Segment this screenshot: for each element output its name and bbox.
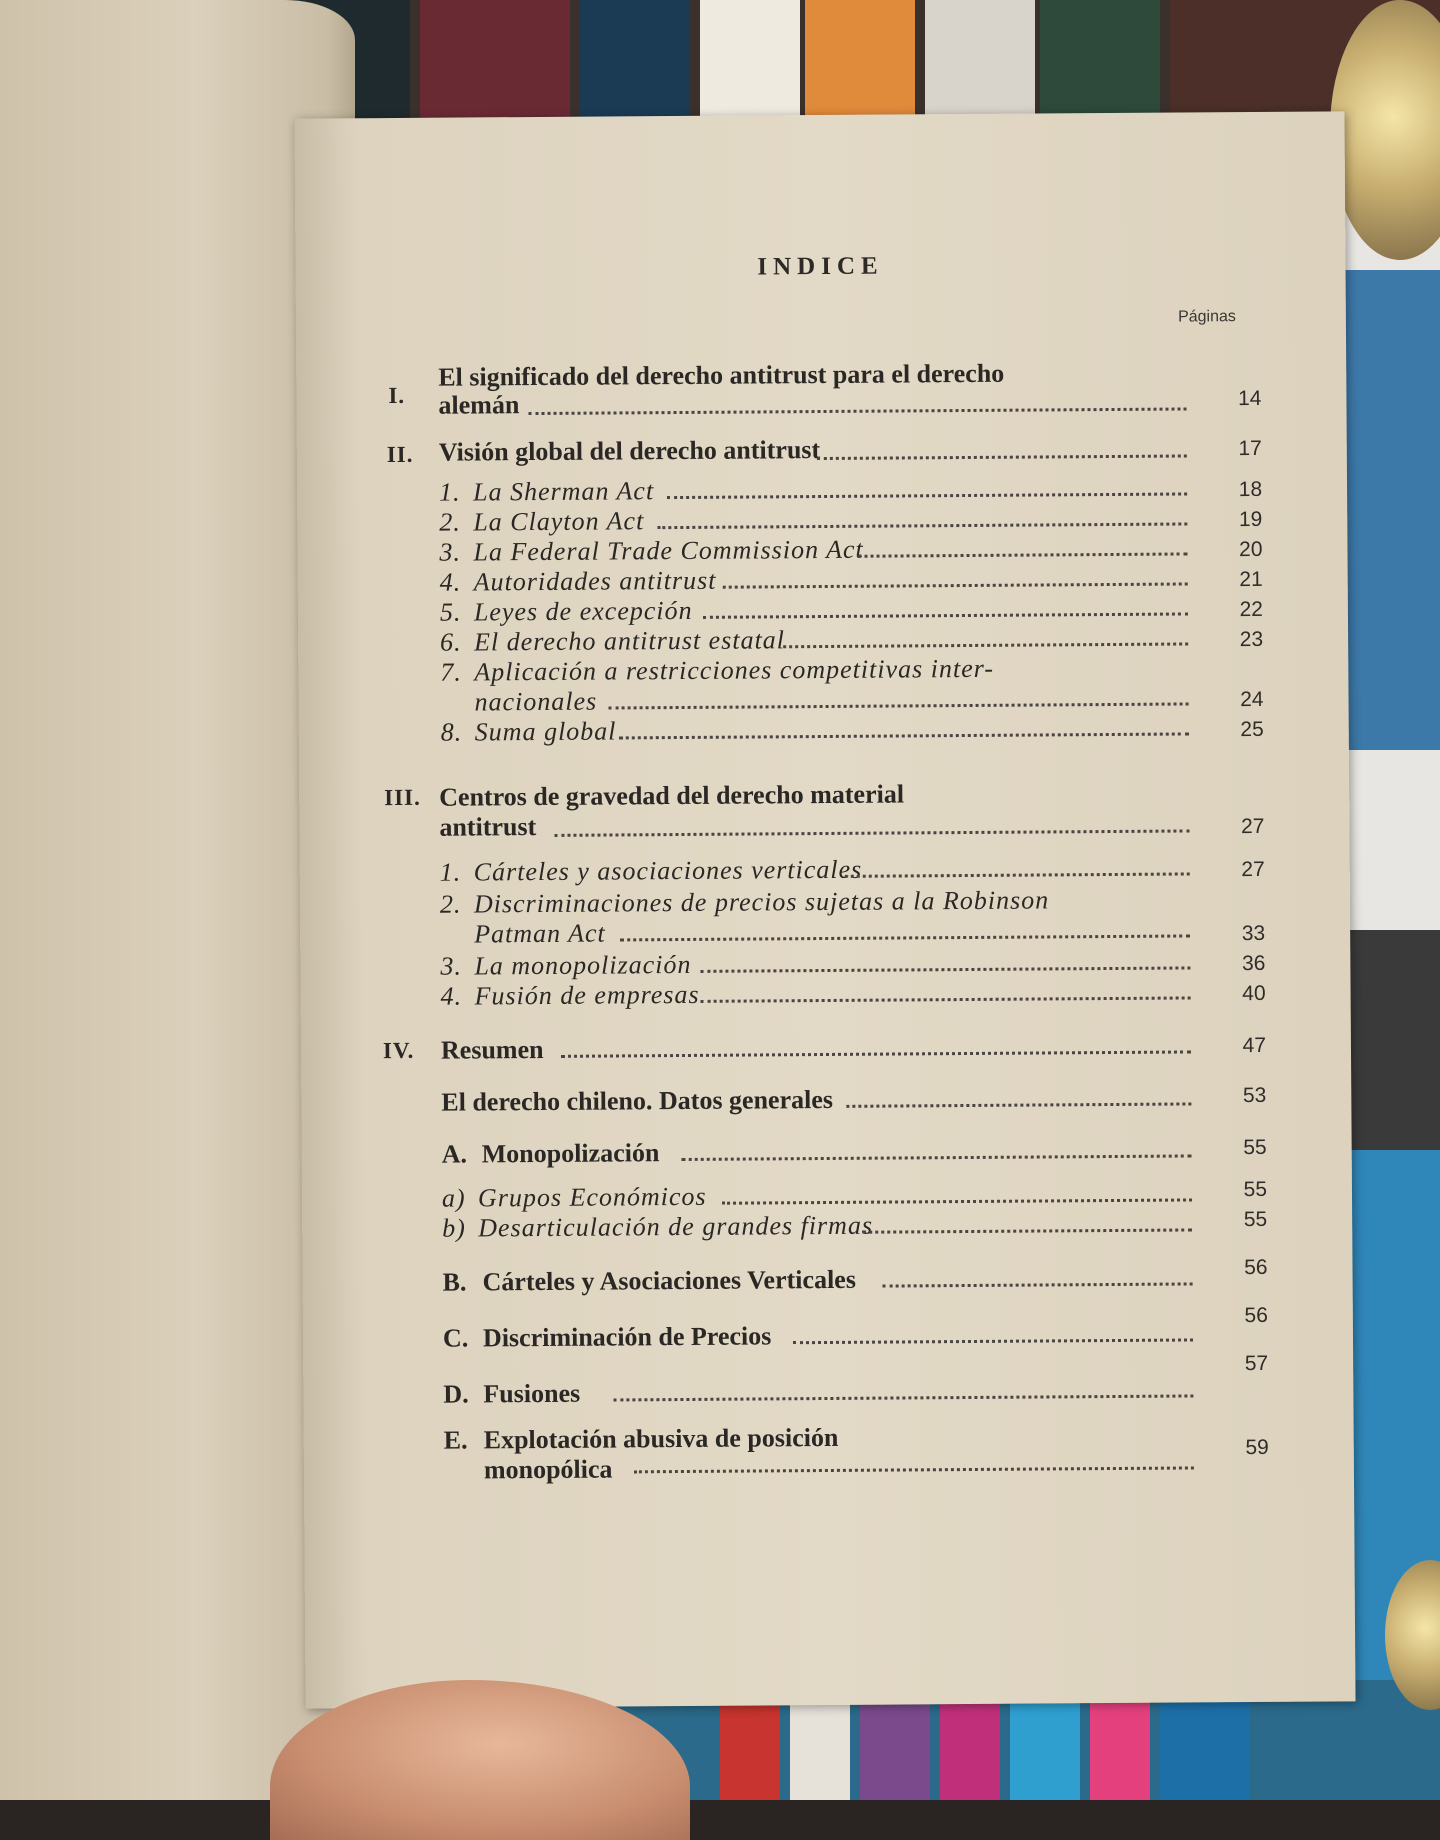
toc-chile-a: [302, 1133, 1352, 1169]
book-spine: [1340, 930, 1440, 1150]
item-number: 3.: [440, 951, 462, 981]
page-number: 23: [1239, 627, 1264, 652]
item-title: Discriminaciones de precios sujetas a la Robinson: [473, 885, 1050, 919]
item-number: 8.: [440, 717, 463, 747]
leader-dots: [858, 550, 1188, 557]
item-title-cont: nacionales: [474, 686, 598, 717]
section-title: El derecho chileno. Datos generales: [441, 1084, 834, 1117]
section-title: El significado del derecho antitrust para el derecho: [438, 358, 1005, 392]
item-letter: E.: [443, 1425, 468, 1455]
page-number: 57: [1244, 1351, 1269, 1376]
toc-chile-d: [303, 1351, 1353, 1409]
item-number: 2.: [439, 889, 462, 919]
item-title: Fusiones: [483, 1378, 581, 1409]
page-number: 55: [1243, 1135, 1267, 1160]
leader-dots: [634, 1464, 1194, 1473]
item-number: 4.: [439, 567, 462, 597]
leader-dots: [657, 520, 1187, 529]
section-number: I.: [388, 382, 406, 409]
item-title: Desarticulación de grandes firmas: [478, 1210, 874, 1243]
item-number: 6.: [440, 627, 462, 657]
leader-dots: [609, 700, 1189, 709]
page-number: 18: [1238, 477, 1263, 502]
leader-dots: [846, 1100, 1191, 1107]
page-number: 24: [1240, 687, 1264, 712]
leader-dots: [783, 640, 1188, 648]
item-title: Explotación abusiva de posición: [483, 1422, 839, 1455]
leader-dots: [667, 490, 1187, 499]
item-title: La Sherman Act: [472, 476, 655, 507]
leader-dots: [793, 1336, 1193, 1344]
item-number: 7.: [440, 657, 462, 687]
page-number: 33: [1241, 921, 1266, 946]
page-number: 47: [1242, 1033, 1267, 1058]
toc-item: [299, 711, 1349, 747]
page-number: 25: [1240, 717, 1264, 742]
section-title: Visión global del derecho antitrust: [438, 435, 821, 467]
section-title-cont: antitrust: [439, 812, 537, 842]
item-letter: A.: [441, 1139, 468, 1169]
page-number: 55: [1243, 1177, 1268, 1202]
item-title: Autoridades antitrust: [473, 565, 717, 597]
page-number: 20: [1239, 537, 1263, 562]
toc-section-1: [296, 356, 1346, 420]
item-title: Cárteles y asociaciones verticales: [473, 854, 863, 887]
item-title: Cárteles y Asociaciones Verticales: [482, 1264, 856, 1297]
page-number: 21: [1239, 567, 1263, 592]
item-number: 3.: [439, 537, 462, 567]
toc-chile-e: [304, 1419, 1354, 1485]
item-number: 5.: [439, 597, 462, 627]
leader-dots: [817, 452, 1187, 460]
item-number: 2.: [439, 507, 461, 537]
item-title: La Federal Trade Commission Act: [473, 534, 864, 567]
leader-dots: [703, 610, 1188, 618]
item-number: 4.: [440, 981, 463, 1011]
leader-dots: [701, 994, 1191, 1002]
page-number: 27: [1241, 857, 1265, 882]
leader-dots: [682, 1152, 1192, 1161]
page-number: 40: [1242, 981, 1266, 1006]
section-title-cont: alemán: [438, 390, 520, 420]
item-letter: b): [442, 1213, 466, 1243]
item-number: 1.: [438, 477, 461, 507]
toc-item: [300, 851, 1350, 887]
toc-chile-heading: [301, 1081, 1351, 1117]
page-number: 17: [1238, 436, 1262, 461]
item-title: El derecho antitrust estatal: [474, 625, 786, 657]
item-number: 1.: [439, 857, 462, 887]
toc-item: [297, 471, 1347, 507]
item-letter: B.: [442, 1267, 467, 1297]
leader-dots: [862, 1226, 1192, 1233]
section-number: IV.: [382, 1037, 415, 1064]
page-number: 27: [1240, 814, 1265, 839]
item-letter: C.: [442, 1323, 469, 1353]
item-title-cont: Patman Act: [474, 918, 606, 949]
toc-chile-b: [302, 1255, 1352, 1297]
page-number: 56: [1244, 1303, 1268, 1328]
leader-dots: [620, 932, 1190, 941]
book-page: [294, 111, 1355, 1708]
leader-dots: [845, 870, 1190, 877]
leader-dots: [529, 405, 1187, 415]
item-title-cont: monopólica: [483, 1454, 613, 1485]
leader-dots: [613, 1392, 1193, 1401]
leader-dots: [883, 1280, 1193, 1287]
section-title: Centros de gravedad del derecho material: [439, 779, 905, 812]
page-number: 56: [1244, 1255, 1268, 1280]
section-number: II.: [386, 441, 414, 468]
leader-dots: [554, 827, 1189, 836]
item-title: Grupos Económicos: [477, 1181, 707, 1213]
page-number: 55: [1243, 1207, 1268, 1232]
toc-section-3: [299, 776, 1349, 842]
item-title: Aplicación a restricciones competitivas inter-: [474, 653, 995, 687]
item-letter: D.: [443, 1379, 469, 1409]
item-title: Suma global: [474, 716, 617, 747]
toc-section-2: [297, 431, 1347, 468]
item-title: Discriminación de Precios: [482, 1321, 772, 1353]
leader-dots: [619, 730, 1189, 739]
page-number: 36: [1241, 951, 1266, 976]
page-number: 22: [1239, 597, 1263, 622]
leader-dots: [700, 964, 1190, 972]
page-number: 59: [1245, 1435, 1269, 1460]
leader-dots: [722, 1196, 1192, 1204]
toc-item: [302, 1177, 1352, 1213]
page-number: 14: [1238, 386, 1262, 411]
pages-heading: Páginas: [1177, 308, 1236, 326]
toc-item: [300, 945, 1350, 981]
leader-dots: [561, 1048, 1191, 1057]
section-number: III.: [384, 784, 421, 811]
book-spine: [1340, 270, 1440, 750]
page-number: 19: [1238, 507, 1263, 532]
leader-dots: [723, 580, 1188, 588]
page-title: INDICE: [757, 252, 884, 281]
item-title: Monopolización: [481, 1138, 660, 1169]
item-letter: a): [441, 1183, 466, 1213]
item-title: La Clayton Act: [473, 506, 645, 537]
page-number: 53: [1242, 1083, 1267, 1108]
item-title: Leyes de excepción: [473, 595, 693, 627]
item-title: La monopolización: [474, 949, 692, 981]
item-title: Fusión de empresas: [474, 979, 700, 1011]
section-title: Resumen: [440, 1034, 544, 1065]
toc-chile-c: [303, 1303, 1353, 1353]
toc-section-4: [301, 1029, 1351, 1065]
